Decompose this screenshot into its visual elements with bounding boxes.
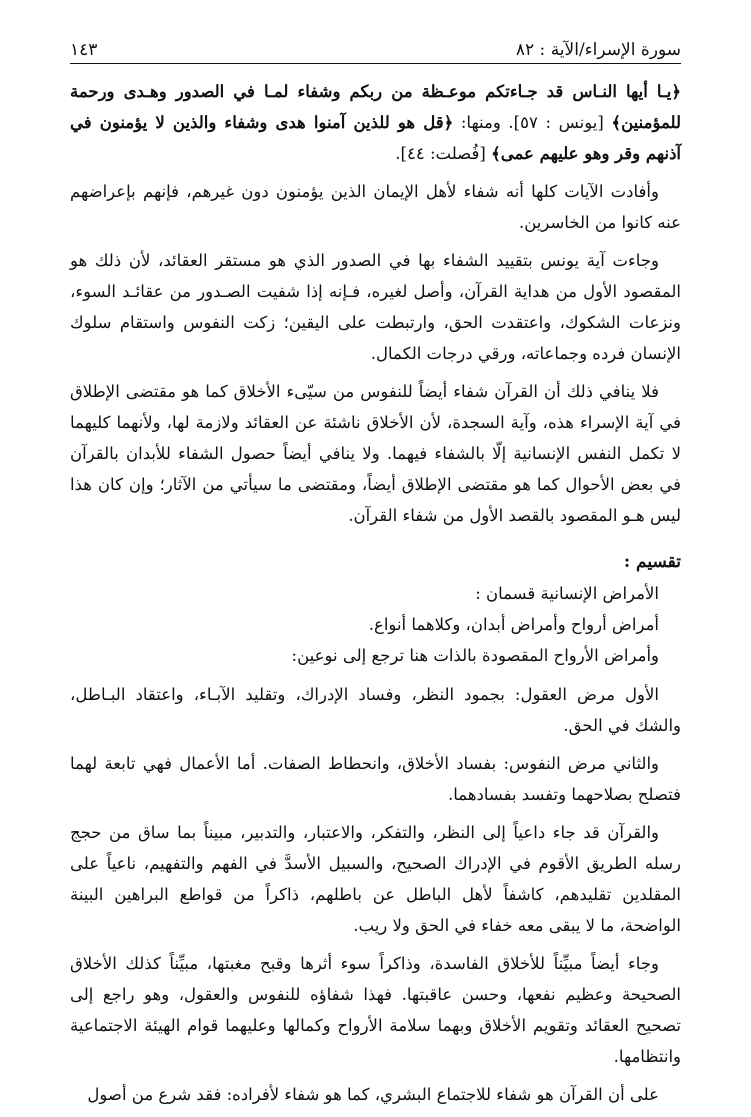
page-number: ١٤٣ [70, 40, 98, 60]
paragraph: والثاني مرض النفوس: بفساد الأخلاق، وانحطاط الصفات. أما الأعمال فهي تابعة لهما فتصلح بصلاحهما وتفسد بفسادهما. [70, 754, 681, 804]
paragraph: وجاءت آية يونس بتقييد الشفاء بها في الصدور الذي هو مستقر العقائد، لأن ذلك هو المقصود الأول من هداية القرآن، وأصل لغيره، فـإنه إذا شفيت الصـدور من عقائـد السوء، ونزعات الشكوك، واعتقدت الحق، وارتبطت على اليقين؛ زكت النفوس واستقام سلوك الإنسان فرده وجماعاته، ورقي درجات الكمال. [70, 251, 681, 363]
page-body [70, 76, 681, 1117]
paragraph: وجاء أيضاً مبيِّناً للأخلاق الفاسدة، وذاكراً سوء أثرها وقبح مغبتها، مبيِّناً كذلك الأخلاق الصحيحة وعظيم نفعها، وحسن عاقبتها. فهذا شفاؤه للنفوس والعقول، وهو راجع إلى تصحيح العقائد وتقويم الأخلاق وبهما سلامة الأرواح وكمالها وعليهما قوام الهيئة الاجتماعية وانتظامها. [70, 954, 681, 1066]
paragraph: فلا ينافي ذلك أن القرآن شفاء أيضاً للنفوس من سيّىء الأخلاق كما هو مقتضى الإطلاق في آية الإسراء هذه، وآية السجدة، لأن الأخلاق ناشئة عن العقائد ولازمة لها، ولأنهما كليهما لا تكمل النفس الإنسانية إلّا بالشفاء فيهما. ولا ينافي أيضاً حصول الشفاء للأبدان بالقرآن في بعض الأحوال كما هو مقتضى الإطلاق أيضاً، ومقتضى ما سيأتي من الآثار؛ وإن كان هذا ليس هـو المقصود بالقصد الأول من شفاء القرآن. [70, 382, 681, 525]
list-line: أمراض أرواح وأمراض أبدان، وكلاهما أنواع. [368, 615, 659, 634]
spacer [70, 671, 681, 679]
paragraph-quran-verses [70, 76, 681, 169]
paragraph: الأول مرض العقول: بجمود النظر، وفساد الإدراك، وتقليد الآبـاء، واعتقاد البـاطل، والشك في الحق. [70, 685, 681, 735]
header-divider [70, 63, 681, 64]
paragraph: على أن القرآن هو شفاء للاجتماع البشري، كما هو شفاء لأفراده: فقد شرع من أصول [87, 1085, 659, 1104]
paragraph: والقرآن قد جاء داعياً إلى النظر، والتفكر، والاعتبار، والتدبير، مبيناً بما ساق من حجج رسله الطريق الأقوم في الإدراك الصحيح، والسبيل الأسدَّ في الفهم والتفهيم، ناعياً على المقلدين تقليدهم، كاشفاً لأهل الباطل عن باطلهم، ذاكراً من قواطع البراهين البينة الواضحة، ما لا يبقى معه خفاء في الحق ولا ريب. [70, 823, 681, 935]
section-heading: تقسيم : [623, 552, 681, 572]
verse-citation: [يونس : ٥٧]. ومنها: [453, 113, 612, 132]
paragraph: وأفادت الآيات كلها أنه شفاء لأهل الإيمان الذين يؤمنون دون غيرهم، فإنهم بإعراضهم عنه كانوا من الخاسرين. [70, 182, 681, 232]
surah-reference: سورة الإسراء/الآية : ٨٢ [515, 40, 681, 60]
list-line: الأمراض الإنسانية قسمان : [475, 584, 659, 603]
running-header [70, 34, 681, 60]
verse-citation: [فُصلت: ٤٤]. [395, 144, 492, 163]
quran-verse: ﴿قل هو للذين آمنوا هدى وشفاء والذين لا يؤمنون في آذنهم وقر وهو عليهم عمى﴾ [70, 113, 681, 163]
quran-verse: ﴿يـا أيها النـاس قد جـاءتكم موعـظة من ربكم وشفاء لمـا في الصدور وهـدى ورحمة للمؤمنين﴾ [70, 82, 681, 132]
list-line: وأمراض الأرواح المقصودة بالذات هنا ترجع إلى نوعين: [291, 646, 659, 665]
